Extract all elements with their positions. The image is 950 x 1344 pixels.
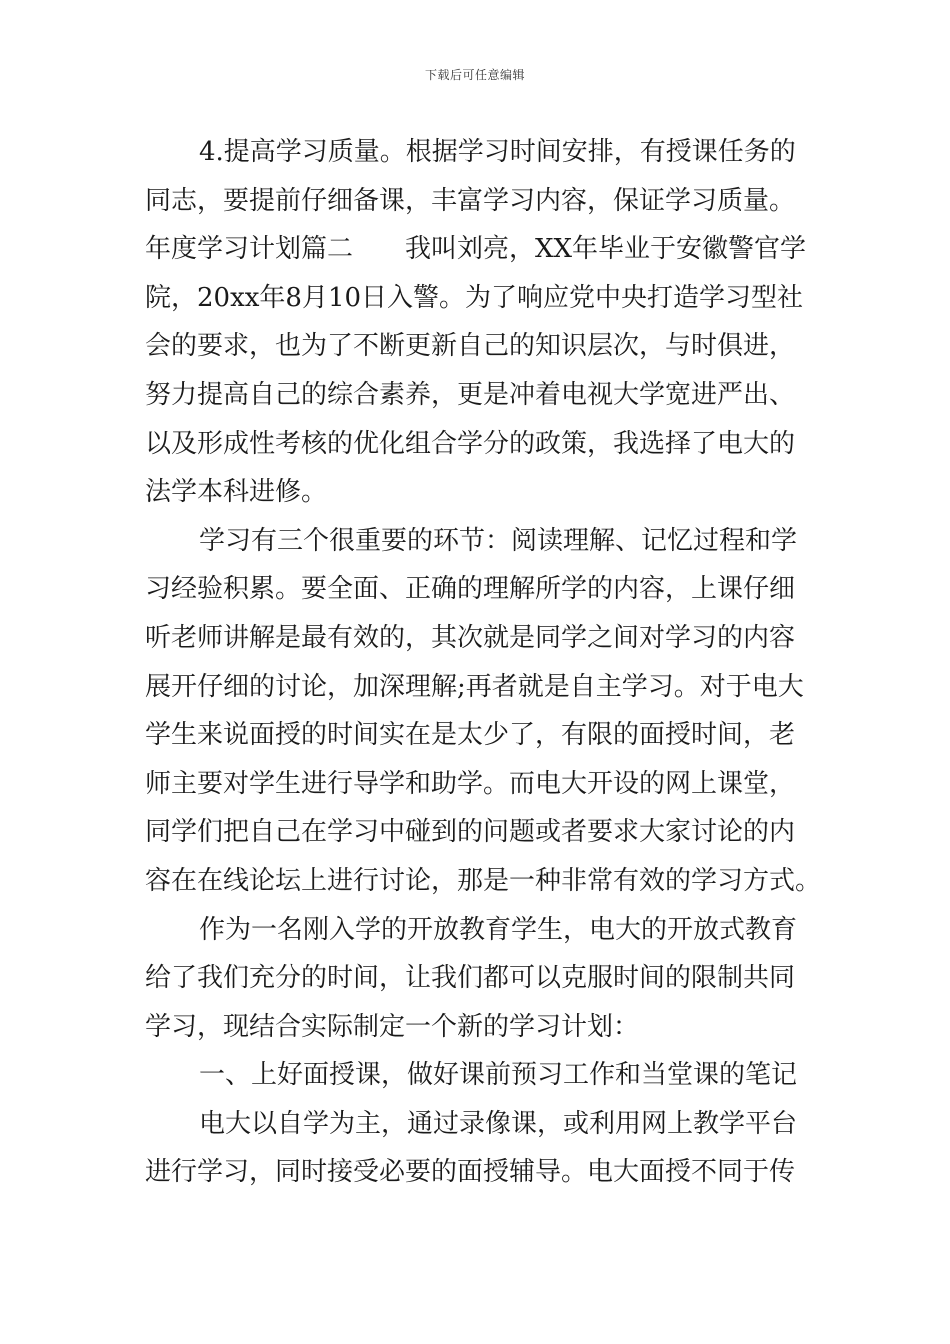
section-heading: 一、上好面授课，做好课前预习工作和当堂课的笔记 (199, 1060, 798, 1091)
text-line: 会的要求，也为了不断更新自己的知识层次，与时俱进， (145, 331, 796, 362)
text-line: 年度学习计划篇二 我叫刘亮，XX年毕业于安徽警官学 (145, 234, 807, 265)
text-line: 同学们把自己在学习中碰到的问题或者要求大家讨论的内 (145, 817, 796, 848)
text-line: 4.提高学习质量。根据学习时间安排，有授课任务的 (199, 137, 796, 167)
text-line: 同志，要提前仔细备课，丰富学习内容，保证学习质量。 (145, 185, 796, 216)
text-line: 展开仔细的讨论，加深理解;再者就是自主学习。对于电大 (145, 671, 804, 702)
text-line: 学习有三个很重要的环节：阅读理解、记忆过程和学 (199, 525, 798, 556)
text-line: 努力提高自己的综合素养，更是冲着电视大学宽进严出、 (145, 379, 796, 410)
text-line: 学习，现结合实际制定一个新的学习计划： (145, 1011, 640, 1042)
text-line: 听老师讲解是最有效的，其次就是同学之间对学习的内容 (145, 622, 796, 653)
text-line: 法学本科进修。 (145, 477, 328, 508)
text-line: 以及形成性考核的优化组合学分的政策，我选择了电大的 (145, 428, 796, 459)
text-line: 给了我们充分的时间，让我们都可以克服时间的限制共同 (145, 963, 796, 994)
document-body (145, 128, 822, 1197)
text-line: 师主要对学生进行导学和助学。而电大开设的网上课堂， (145, 768, 796, 799)
text-line: 容在在线论坛上进行讨论，那是一种非常有效的学习方式。 (145, 865, 822, 896)
text-line: 院，20xx年8月10日入警。为了响应党中央打造学习型社 (145, 282, 804, 313)
text-line: 学生来说面授的时间实在是太少了，有限的面授时间，老 (145, 720, 796, 751)
text-line: 习经验积累。要全面、正确的理解所学的内容，上课仔细 (145, 574, 796, 605)
text-line: 作为一名刚入学的开放教育学生，电大的开放式教育 (199, 914, 798, 945)
page-header-note: 下载后可任意编辑 (424, 68, 525, 82)
text-line: 电大以自学为主，通过录像课，或利用网上教学平台 (199, 1108, 798, 1139)
text-line: 进行学习，同时接受必要的面授辅导。电大面授不同于传 (145, 1157, 796, 1188)
